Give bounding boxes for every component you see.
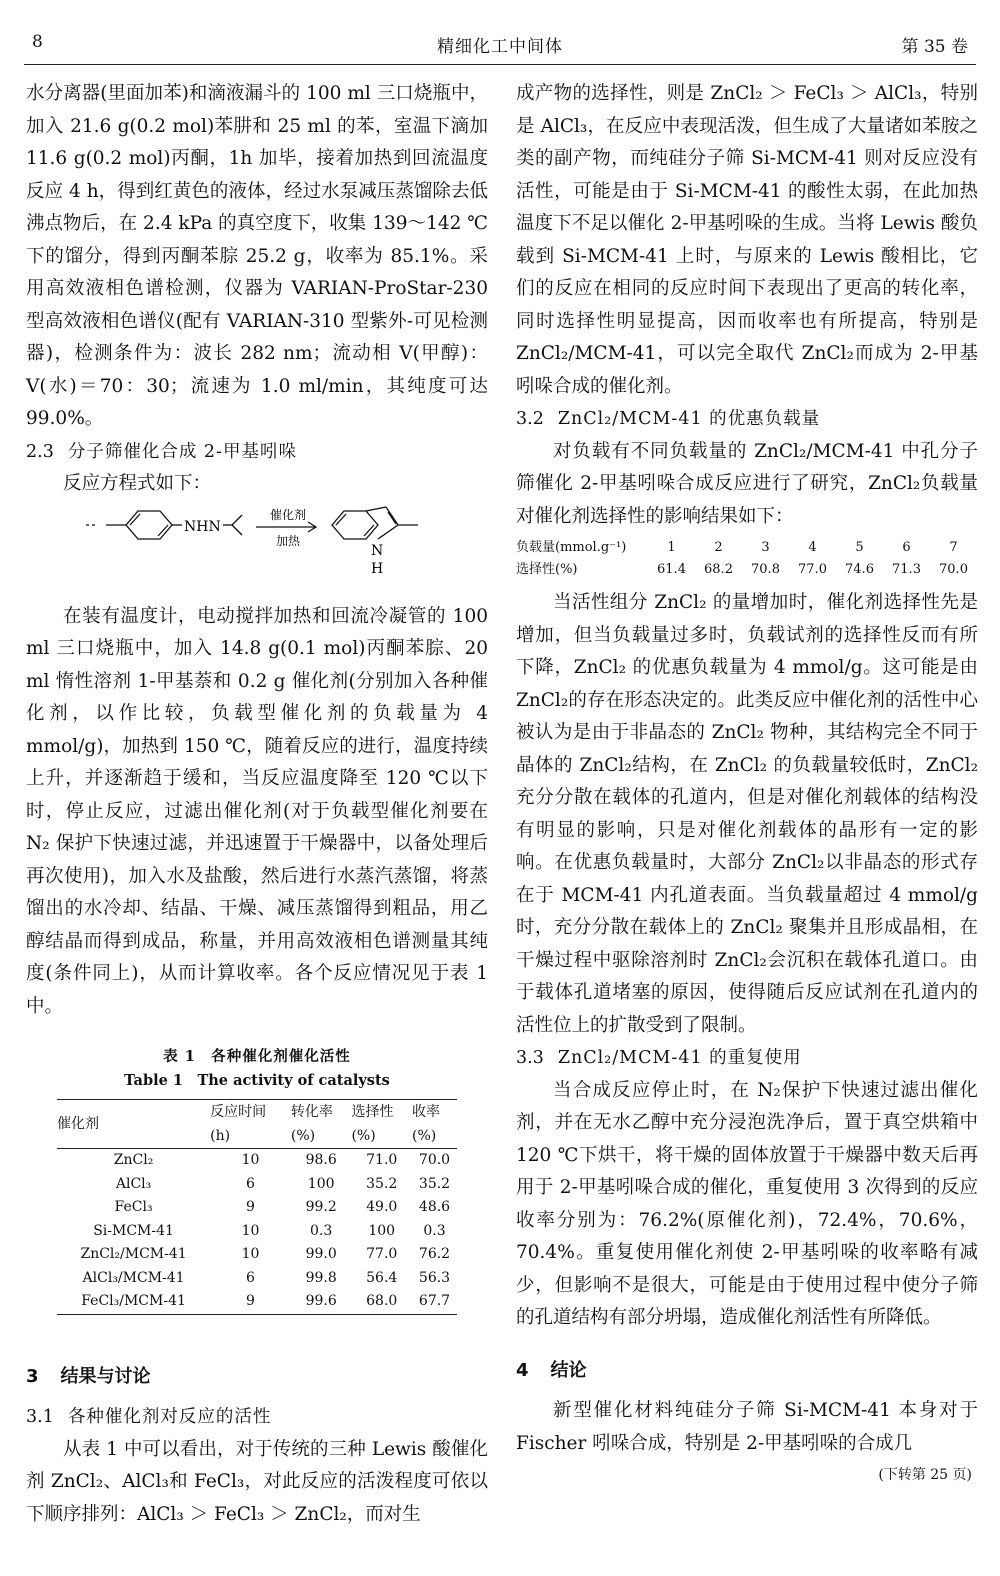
table-row	[57, 1290, 457, 1314]
unit-selectivity: (%)	[351, 1128, 376, 1144]
table-cell: 10	[241, 1246, 260, 1262]
section-title: 结论	[550, 1359, 587, 1381]
table-cell: 100	[307, 1175, 335, 1192]
section-number: 3.1	[26, 1407, 54, 1427]
section-2-3-heading	[26, 436, 488, 469]
page-header	[24, 30, 976, 60]
section-3-2-heading	[516, 403, 978, 436]
table-row	[57, 1149, 457, 1173]
loading-value: 7	[949, 540, 958, 555]
table-cell: 68.0	[366, 1293, 398, 1309]
paragraph: 新型催化材料纯硅分子筛 Si-MCM-41 本身对于 Fischer 吲哚合成，特别是 2-甲基吲哚的合成几	[516, 1400, 978, 1454]
table-cell: FeCl₃	[114, 1199, 153, 1215]
table-cell: 99.8	[305, 1269, 337, 1286]
page-number: 8	[32, 32, 43, 52]
table-cell: 100	[368, 1222, 396, 1239]
section-number: 2.3	[26, 441, 54, 462]
paragraph: 从表 1 中可以看出，对于传统的三种 Lewis 酸催化剂 ZnCl₂、AlCl₃和 FeCl₃，对此反应的活泼程度可依以下顺序排列：AlCl₃ ＞ FeCl₃ ＞ ZnCl₂，而对生	[26, 1438, 488, 1525]
indole-n-label: N	[371, 542, 384, 559]
col-header-selectivity: 选择性	[351, 1104, 394, 1120]
section-title: ZnCl₂/MCM-41 的重复使用	[557, 1048, 802, 1068]
unit-yield: (%)	[412, 1128, 437, 1144]
selectivity-value: 70.0	[939, 562, 968, 577]
loading-value: 3	[761, 540, 770, 555]
paragraph: 当合成反应停止时，在 N₂保护下快速过滤出催化剂，并在无水乙醇中充分浸泡洗净后，置于真空烘箱中 120 ℃下烘干，将干燥的固体放置于干燥器中数天后再用于 2-甲基吲哚合成的催化，重复使用 3 次得到的反应收率分别为：76.2%(原催化剂)，72.4%，70.6%，70.4%。重复使用催化剂使 2-甲基吲哚的收率略有减少，但影响不是很大，可能是由于使用过程中使分子筛的孔道结构有部分坍塌，造成催化剂活性有所降低。	[516, 1079, 978, 1328]
col-header-yield: 收率	[412, 1104, 441, 1120]
loading-value: 1	[667, 540, 676, 555]
paragraph: 成产物的选择性，则是 ZnCl₂ ＞ FeCl₃ ＞ AlCl₃，特别是 AlCl₃，在反应中表现活泼，但生成了大量诸如苯胺之类的副产物，而纯硅分子筛 Si-MCM-41 则对反应没有活性，可能是由于 Si-MCM-41 的酸性太弱，在此加热温度下不足以催化 2-甲基吲哚的生成。当将 Lewis 酸负载到 Si-MCM-41 上时，与原来的 Lewis 酸相比，它们的反应在相同的反应时间下表现出了更高的转化率，同时选择性明显提高，因而收率也有所提高，特别是 ZnCl₂/MCM-41，可以完全取代 ZnCl₂而成为 2-甲基吲哚合成的催化剂。	[516, 83, 978, 397]
section-number: 3.3	[516, 1048, 544, 1068]
table-cell: AlCl₃/MCM-41	[82, 1269, 185, 1286]
paragraph: 对负载有不同负载量的 ZnCl₂/MCM-41 中孔分子筛催化 2-甲基吲哚合成反应进行了研究，ZnCl₂负载量对催化剂选择性的影响结果如下：	[516, 440, 978, 527]
section-4-heading	[516, 1355, 978, 1388]
left-column	[26, 78, 488, 1531]
table-cell: 10	[241, 1222, 260, 1239]
table-cell: 6	[246, 1269, 255, 1286]
selectivity-value: 77.0	[798, 562, 827, 577]
table-cell: 0.3	[423, 1222, 446, 1239]
table-cell: ZnCl₂	[57, 1149, 210, 1173]
loading-label: 负载量(mmol.g⁻¹)	[516, 540, 627, 555]
loading-value: 2	[714, 540, 723, 555]
table-cell: 70.0	[412, 1149, 457, 1173]
table-cell: 56.3	[418, 1269, 451, 1286]
table-cell: 10	[210, 1149, 291, 1173]
table-cell: 35.2	[366, 1175, 398, 1192]
table-row	[57, 1220, 457, 1244]
table-caption-en: Table 1 The activity of catalysts	[124, 1072, 390, 1089]
equation-intro: 反应方程式如下：	[63, 473, 212, 494]
nhn-label: NHN	[184, 518, 221, 535]
table-cell: 6	[246, 1175, 255, 1192]
loading-selectivity-data	[516, 537, 978, 581]
table-row	[57, 1267, 457, 1291]
selectivity-value: 70.8	[751, 562, 780, 577]
loading-value: 5	[855, 540, 864, 555]
selectivity-row	[516, 559, 978, 581]
section-title: 各种催化剂对反应的活性	[67, 1407, 272, 1427]
section-3-heading	[26, 1361, 488, 1394]
table-cell: AlCl₃	[115, 1175, 152, 1192]
section-3-1-heading	[26, 1401, 488, 1434]
table-cell: 35.2	[418, 1175, 451, 1192]
section-number: 3.2	[516, 409, 544, 429]
table-cell: 9	[246, 1293, 255, 1309]
catalyst-activity-table	[57, 1099, 457, 1315]
unit-conversion: (%)	[290, 1128, 316, 1144]
loading-value: 6	[902, 540, 911, 555]
paragraph: 在装有温度计，电动搅拌加热和回流冷凝管的 100 ml 三口烧瓶中，加入 14.8 g(0.1 mol)丙酮苯腙、20 ml 惰性溶剂 1-甲基萘和 0.2 g 催化剂(分别加入各种催化剂，以作比较，负载型催化剂的负载量为 4 mmol/g)，加热到 150 ℃，随着反应的进行，温度持续上升，并逐渐趋于缓和，当反应温度降至 120 ℃以下时，停止反应，过滤出催化剂(对于负载型催化剂要在 N₂ 保护下快速过滤，并迅速置于干燥器中，以备处理后再次使用)，加入水及盐酸，然后进行水蒸汽蒸馏，将蒸馏出的水冷却、结晶、干燥、减压蒸馏得到粗品，用乙醇结晶而得到成品，称量，并用高效液相色谱测量其纯度(条件同上)，从而计算收率。各个反应情况见于表 1 中。	[26, 605, 488, 1017]
reaction-scheme	[26, 503, 488, 595]
selectivity-value: 68.2	[704, 562, 733, 577]
table-cell: 77.0	[366, 1246, 398, 1262]
indole-h-label: H	[371, 560, 384, 577]
volume-label: 第 35 卷	[901, 37, 968, 57]
table-cell: Si-MCM-41	[93, 1222, 174, 1239]
catalyst-label: 催化剂	[270, 507, 307, 522]
paragraph: 当活性组分 ZnCl₂ 的量增加时，催化剂选择性先是增加，但当负载量过多时，负载试剂的选择性反而有所下降，ZnCl₂ 的优惠负载量为 4 mmol/g。这可能是由 ZnCl₂的存在形态决定的。此类反应中催化剂的活性中心被认为是由于非晶态的 ZnCl₂ 物种，其结构完全不同于晶体的 ZnCl₂结构，在 ZnCl₂ 的负载量较低时，ZnCl₂充分分散在载体的孔道内，但是对催化剂载体的结构没有明显的影响，只是对催化剂载体的晶形有一定的影响。在优惠负载量时，大部分 ZnCl₂以非晶态的形式存在于 MCM-41 内孔道表面。当负载量超过 4 mmol/g 时，充分分散在载体上的 ZnCl₂ 聚集并且形成晶相，在干燥过程中驱除溶剂时 ZnCl₂会沉积在载体孔道口。由于载体孔道堵塞的原因，使得随后反应试剂在孔道内的活性位上的扩散受到了限制。	[516, 592, 978, 1036]
col-header-catalyst: 催化剂	[57, 1116, 99, 1132]
section-number: 3	[26, 1365, 39, 1387]
selectivity-value: 61.4	[657, 562, 686, 577]
section-title: 分子筛催化合成 2-甲基吲哚	[67, 441, 297, 462]
table-cell: 56.4	[366, 1269, 398, 1286]
section-title: ZnCl₂/MCM-41 的优惠负载量	[557, 409, 821, 429]
table-row	[57, 1173, 457, 1197]
table-cell: 48.6	[418, 1199, 451, 1215]
loading-value: 4	[808, 540, 817, 555]
table-cell: 76.2	[418, 1246, 451, 1262]
selectivity-value: 74.6	[845, 562, 874, 577]
heat-label: 加热	[276, 533, 301, 548]
paragraph: 水分离器(里面加苯)和滴液漏斗的 100 ml 三口烧瓶中，加入 21.6 g(0.2 mol)苯肼和 25 ml 的苯，室温下滴加 11.6 g(0.2 mol)丙酮，1h 加毕，接着加热到回流温度反应 4 h，得到红黄色的液体，经过水泵减压蒸馏除去低沸点物后，在 2.4 kPa 的真空度下，收集 139～142 ℃下的馏分，得到丙酮苯腙 25.2 g，收率为 85.1%。采用高效液相色谱检测，仪器为 VARIAN-ProStar-230 型高效液相色谱仪(配有 VARIAN-310 型紫外-可见检测器)，检测条件为：波长 282 nm；流动相 V(甲醇)：V(水)＝70：30；流速为 1.0 ml/min，其纯度可达 99.0%。	[26, 83, 488, 429]
table-caption-zh: 表 1 各种催化剂催化活性	[163, 1048, 351, 1065]
table-cell: 99.2	[305, 1199, 337, 1215]
loading-row	[516, 537, 978, 559]
section-number: 4	[516, 1359, 529, 1381]
selectivity-label: 选择性(%)	[516, 562, 578, 577]
table-cell: 0.3	[310, 1222, 333, 1239]
col-header-time: 反应时间	[210, 1104, 267, 1120]
section-title: 结果与讨论	[60, 1365, 151, 1387]
table-cell: 67.7	[418, 1293, 451, 1309]
continued-note: (下转第 25 页)	[878, 1467, 972, 1483]
table-cell: FeCl₃/MCM-41	[81, 1293, 186, 1309]
table-cell: ZnCl₂/MCM-41	[80, 1246, 187, 1262]
reaction-scheme-svg	[26, 503, 488, 595]
col-header-conversion: 转化率	[290, 1104, 333, 1120]
table-cell: 9	[246, 1199, 255, 1215]
selectivity-value: 71.3	[892, 562, 921, 577]
header-rule	[24, 64, 976, 65]
table-cell: 98.6	[291, 1149, 352, 1173]
journal-title: 精细化工中间体	[437, 37, 563, 57]
table-cell: 99.6	[305, 1293, 337, 1309]
section-3-3-heading	[516, 1042, 978, 1075]
table-cell: 99.0	[305, 1246, 337, 1262]
table-row	[57, 1243, 457, 1267]
unit-time: (h)	[210, 1128, 231, 1144]
right-column	[516, 78, 978, 1488]
table-cell: 49.0	[366, 1199, 398, 1215]
table-row	[57, 1196, 457, 1220]
table-cell: 71.0	[351, 1149, 412, 1173]
